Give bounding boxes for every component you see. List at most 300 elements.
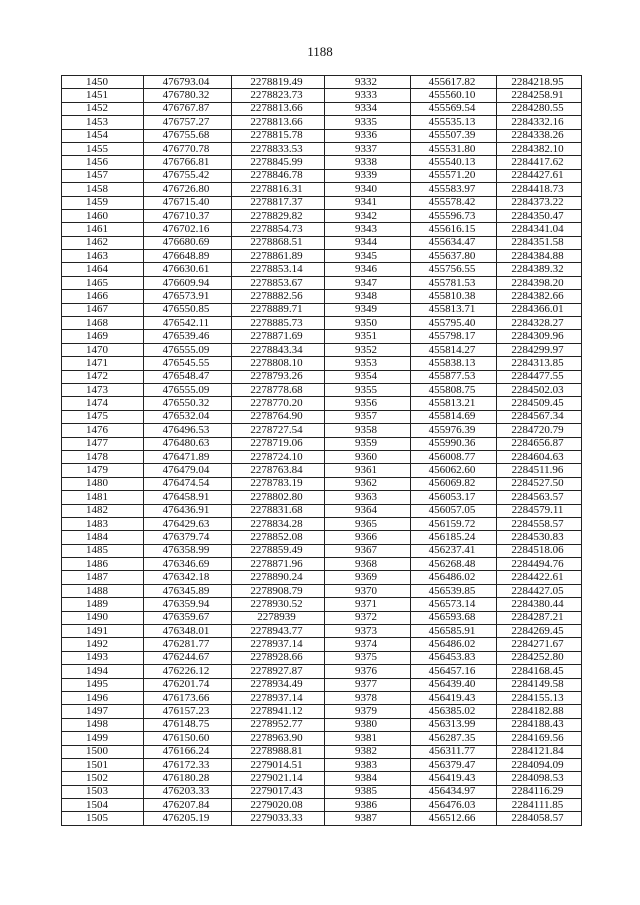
point-id-a-cell: 1451 [62, 89, 144, 102]
point-id-a-cell: 1462 [62, 236, 144, 249]
x-coord-b-cell: 456159.72 [411, 517, 497, 530]
point-id-b-cell: 9349 [325, 303, 411, 316]
x-coord-a-cell: 476770.78 [144, 142, 232, 155]
point-id-a-cell: 1485 [62, 544, 144, 557]
table-row [62, 89, 582, 102]
x-coord-a-cell: 476201.74 [144, 678, 232, 691]
x-coord-b-cell: 456313.99 [411, 718, 497, 731]
point-id-a-cell: 1497 [62, 705, 144, 718]
y-coord-a-cell: 2278719.06 [232, 437, 325, 450]
point-id-a-cell: 1456 [62, 156, 144, 169]
y-coord-a-cell: 2278908.79 [232, 584, 325, 597]
table-row [62, 665, 582, 678]
point-id-a-cell: 1486 [62, 558, 144, 571]
table-row [62, 76, 582, 89]
y-coord-b-cell: 2284182.88 [497, 705, 582, 718]
point-id-a-cell: 1473 [62, 383, 144, 396]
y-coord-a-cell: 2278988.81 [232, 745, 325, 758]
table-row [62, 544, 582, 557]
y-coord-a-cell: 2278808.10 [232, 357, 325, 370]
y-coord-b-cell: 2284121.84 [497, 745, 582, 758]
x-coord-b-cell: 456486.02 [411, 638, 497, 651]
x-coord-a-cell: 476609.94 [144, 276, 232, 289]
x-coord-b-cell: 455578.42 [411, 196, 497, 209]
y-coord-a-cell: 2278885.73 [232, 317, 325, 330]
table-row [62, 196, 582, 209]
point-id-b-cell: 9356 [325, 397, 411, 410]
point-id-a-cell: 1503 [62, 785, 144, 798]
y-coord-a-cell: 2278941.12 [232, 705, 325, 718]
y-coord-b-cell: 2284269.45 [497, 625, 582, 638]
x-coord-a-cell: 476766.81 [144, 156, 232, 169]
x-coord-b-cell: 455616.15 [411, 223, 497, 236]
point-id-b-cell: 9360 [325, 450, 411, 463]
y-coord-b-cell: 2284604.63 [497, 450, 582, 463]
point-id-b-cell: 9362 [325, 477, 411, 490]
table-row [62, 732, 582, 745]
y-coord-a-cell: 2279021.14 [232, 772, 325, 785]
x-coord-a-cell: 476148.75 [144, 718, 232, 731]
y-coord-b-cell: 2284398.20 [497, 276, 582, 289]
point-id-b-cell: 9333 [325, 89, 411, 102]
point-id-b-cell: 9350 [325, 317, 411, 330]
y-coord-b-cell: 2284287.21 [497, 611, 582, 624]
y-coord-a-cell: 2278823.73 [232, 89, 325, 102]
y-coord-a-cell: 2278770.20 [232, 397, 325, 410]
x-coord-a-cell: 476757.27 [144, 116, 232, 129]
point-id-a-cell: 1458 [62, 183, 144, 196]
y-coord-a-cell: 2278802.80 [232, 491, 325, 504]
y-coord-a-cell: 2278815.78 [232, 129, 325, 142]
point-id-b-cell: 9335 [325, 116, 411, 129]
point-id-a-cell: 1483 [62, 517, 144, 530]
point-id-a-cell: 1469 [62, 330, 144, 343]
point-id-b-cell: 9342 [325, 209, 411, 222]
y-coord-b-cell: 2284417.62 [497, 156, 582, 169]
x-coord-a-cell: 476166.24 [144, 745, 232, 758]
y-coord-b-cell: 2284351.58 [497, 236, 582, 249]
table-row [62, 625, 582, 638]
coordinate-table [61, 75, 582, 826]
table-row [62, 263, 582, 276]
y-coord-b-cell: 2284558.57 [497, 517, 582, 530]
x-coord-b-cell: 456512.66 [411, 812, 497, 825]
point-id-a-cell: 1450 [62, 76, 144, 89]
table-row [62, 491, 582, 504]
point-id-b-cell: 9344 [325, 236, 411, 249]
y-coord-b-cell: 2284309.96 [497, 330, 582, 343]
point-id-b-cell: 9364 [325, 504, 411, 517]
y-coord-b-cell: 2284098.53 [497, 772, 582, 785]
y-coord-a-cell: 2278871.96 [232, 558, 325, 571]
point-id-a-cell: 1484 [62, 531, 144, 544]
x-coord-b-cell: 456237.41 [411, 544, 497, 557]
x-coord-b-cell: 455990.36 [411, 437, 497, 450]
table-row [62, 584, 582, 597]
y-coord-b-cell: 2284258.91 [497, 89, 582, 102]
x-coord-a-cell: 476359.94 [144, 598, 232, 611]
point-id-a-cell: 1476 [62, 424, 144, 437]
x-coord-b-cell: 455814.27 [411, 343, 497, 356]
x-coord-b-cell: 455808.75 [411, 383, 497, 396]
y-coord-b-cell: 2284567.34 [497, 410, 582, 423]
point-id-b-cell: 9373 [325, 625, 411, 638]
x-coord-a-cell: 476205.19 [144, 812, 232, 825]
point-id-b-cell: 9387 [325, 812, 411, 825]
table-row [62, 102, 582, 115]
x-coord-b-cell: 455810.38 [411, 290, 497, 303]
point-id-a-cell: 1464 [62, 263, 144, 276]
y-coord-b-cell: 2284299.97 [497, 343, 582, 356]
table-row [62, 758, 582, 771]
y-coord-b-cell: 2284530.83 [497, 531, 582, 544]
point-id-a-cell: 1487 [62, 571, 144, 584]
y-coord-b-cell: 2284332.16 [497, 116, 582, 129]
x-coord-b-cell: 456573.14 [411, 598, 497, 611]
x-coord-a-cell: 476458.91 [144, 491, 232, 504]
y-coord-a-cell: 2278937.14 [232, 638, 325, 651]
table-row [62, 651, 582, 664]
point-id-a-cell: 1468 [62, 317, 144, 330]
point-id-a-cell: 1460 [62, 209, 144, 222]
point-id-a-cell: 1482 [62, 504, 144, 517]
x-coord-a-cell: 476793.04 [144, 76, 232, 89]
point-id-a-cell: 1498 [62, 718, 144, 731]
x-coord-a-cell: 476680.69 [144, 236, 232, 249]
y-coord-a-cell: 2279017.43 [232, 785, 325, 798]
x-coord-b-cell: 455507.39 [411, 129, 497, 142]
y-coord-a-cell: 2279020.08 [232, 799, 325, 812]
y-coord-b-cell: 2284380.44 [497, 598, 582, 611]
y-coord-a-cell: 2278778.68 [232, 383, 325, 396]
point-id-a-cell: 1496 [62, 691, 144, 704]
x-coord-b-cell: 455798.17 [411, 330, 497, 343]
point-id-b-cell: 9354 [325, 370, 411, 383]
y-coord-b-cell: 2284218.95 [497, 76, 582, 89]
x-coord-b-cell: 456539.85 [411, 584, 497, 597]
y-coord-a-cell: 2278854.73 [232, 223, 325, 236]
x-coord-b-cell: 455781.53 [411, 276, 497, 289]
point-id-b-cell: 9345 [325, 250, 411, 263]
y-coord-b-cell: 2284116.29 [497, 785, 582, 798]
point-id-a-cell: 1470 [62, 343, 144, 356]
point-id-b-cell: 9336 [325, 129, 411, 142]
table-row [62, 450, 582, 463]
y-coord-a-cell: 2279033.33 [232, 812, 325, 825]
y-coord-a-cell: 2278843.34 [232, 343, 325, 356]
table-row [62, 129, 582, 142]
x-coord-b-cell: 456453.83 [411, 651, 497, 664]
y-coord-b-cell: 2284169.56 [497, 732, 582, 745]
x-coord-b-cell: 455535.13 [411, 116, 497, 129]
table-row [62, 558, 582, 571]
table-row [62, 772, 582, 785]
x-coord-a-cell: 476173.66 [144, 691, 232, 704]
x-coord-a-cell: 476550.85 [144, 303, 232, 316]
x-coord-a-cell: 476207.84 [144, 799, 232, 812]
y-coord-a-cell: 2278819.49 [232, 76, 325, 89]
x-coord-b-cell: 456311.77 [411, 745, 497, 758]
point-id-b-cell: 9370 [325, 584, 411, 597]
point-id-b-cell: 9338 [325, 156, 411, 169]
y-coord-a-cell: 2278930.52 [232, 598, 325, 611]
point-id-b-cell: 9355 [325, 383, 411, 396]
y-coord-a-cell: 2278861.89 [232, 250, 325, 263]
x-coord-b-cell: 455596.73 [411, 209, 497, 222]
y-coord-b-cell: 2284384.88 [497, 250, 582, 263]
point-id-a-cell: 1493 [62, 651, 144, 664]
x-coord-a-cell: 476157.23 [144, 705, 232, 718]
point-id-b-cell: 9361 [325, 464, 411, 477]
x-coord-b-cell: 456419.43 [411, 772, 497, 785]
y-coord-b-cell: 2284168.45 [497, 665, 582, 678]
point-id-a-cell: 1455 [62, 142, 144, 155]
x-coord-a-cell: 476203.33 [144, 785, 232, 798]
point-id-a-cell: 1466 [62, 290, 144, 303]
x-coord-a-cell: 476767.87 [144, 102, 232, 115]
y-coord-b-cell: 2284527.50 [497, 477, 582, 490]
y-coord-a-cell: 2278831.68 [232, 504, 325, 517]
y-coord-b-cell: 2284271.67 [497, 638, 582, 651]
point-id-a-cell: 1489 [62, 598, 144, 611]
point-id-a-cell: 1465 [62, 276, 144, 289]
point-id-b-cell: 9340 [325, 183, 411, 196]
y-coord-a-cell: 2278952.77 [232, 718, 325, 731]
table-row [62, 397, 582, 410]
x-coord-b-cell: 456287.35 [411, 732, 497, 745]
point-id-b-cell: 9348 [325, 290, 411, 303]
point-id-b-cell: 9375 [325, 651, 411, 664]
x-coord-a-cell: 476471.89 [144, 450, 232, 463]
point-id-a-cell: 1488 [62, 584, 144, 597]
x-coord-b-cell: 455531.80 [411, 142, 497, 155]
y-coord-a-cell: 2278853.14 [232, 263, 325, 276]
y-coord-a-cell: 2278763.84 [232, 464, 325, 477]
point-id-b-cell: 9363 [325, 491, 411, 504]
table-row [62, 209, 582, 222]
point-id-a-cell: 1481 [62, 491, 144, 504]
x-coord-b-cell: 456053.17 [411, 491, 497, 504]
point-id-b-cell: 9368 [325, 558, 411, 571]
x-coord-b-cell: 456057.05 [411, 504, 497, 517]
y-coord-a-cell: 2278927.87 [232, 665, 325, 678]
point-id-a-cell: 1463 [62, 250, 144, 263]
point-id-a-cell: 1492 [62, 638, 144, 651]
x-coord-a-cell: 476281.77 [144, 638, 232, 651]
x-coord-a-cell: 476755.42 [144, 169, 232, 182]
x-coord-a-cell: 476545.55 [144, 357, 232, 370]
point-id-a-cell: 1479 [62, 464, 144, 477]
y-coord-b-cell: 2284656.87 [497, 437, 582, 450]
table-row [62, 183, 582, 196]
point-id-b-cell: 9376 [325, 665, 411, 678]
table-row [62, 477, 582, 490]
y-coord-b-cell: 2284720.79 [497, 424, 582, 437]
x-coord-a-cell: 476715.40 [144, 196, 232, 209]
point-id-a-cell: 1478 [62, 450, 144, 463]
x-coord-b-cell: 456457.16 [411, 665, 497, 678]
y-coord-b-cell: 2284366.01 [497, 303, 582, 316]
x-coord-a-cell: 476474.54 [144, 477, 232, 490]
y-coord-a-cell: 2278853.67 [232, 276, 325, 289]
x-coord-b-cell: 455617.82 [411, 76, 497, 89]
table-row [62, 169, 582, 182]
y-coord-b-cell: 2284427.61 [497, 169, 582, 182]
y-coord-b-cell: 2284511.96 [497, 464, 582, 477]
point-id-b-cell: 9381 [325, 732, 411, 745]
x-coord-a-cell: 476346.69 [144, 558, 232, 571]
x-coord-a-cell: 476496.53 [144, 424, 232, 437]
point-id-b-cell: 9365 [325, 517, 411, 530]
table-row [62, 223, 582, 236]
y-coord-a-cell: 2278793.26 [232, 370, 325, 383]
point-id-b-cell: 9382 [325, 745, 411, 758]
table-row [62, 250, 582, 263]
y-coord-a-cell: 2278890.24 [232, 571, 325, 584]
x-coord-b-cell: 456379.47 [411, 758, 497, 771]
y-coord-b-cell: 2284341.04 [497, 223, 582, 236]
point-id-a-cell: 1490 [62, 611, 144, 624]
table-row [62, 116, 582, 129]
table-row [62, 317, 582, 330]
point-id-a-cell: 1480 [62, 477, 144, 490]
point-id-a-cell: 1461 [62, 223, 144, 236]
x-coord-a-cell: 476244.67 [144, 651, 232, 664]
table-row [62, 276, 582, 289]
point-id-b-cell: 9352 [325, 343, 411, 356]
point-id-a-cell: 1459 [62, 196, 144, 209]
x-coord-b-cell: 455838.13 [411, 357, 497, 370]
point-id-a-cell: 1499 [62, 732, 144, 745]
y-coord-b-cell: 2284382.10 [497, 142, 582, 155]
y-coord-a-cell: 2278928.66 [232, 651, 325, 664]
y-coord-a-cell: 2278833.53 [232, 142, 325, 155]
x-coord-b-cell: 456268.48 [411, 558, 497, 571]
x-coord-b-cell: 456062.60 [411, 464, 497, 477]
table-row [62, 357, 582, 370]
x-coord-b-cell: 455569.54 [411, 102, 497, 115]
x-coord-b-cell: 456439.40 [411, 678, 497, 691]
point-id-b-cell: 9343 [325, 223, 411, 236]
x-coord-a-cell: 476150.60 [144, 732, 232, 745]
x-coord-a-cell: 476755.68 [144, 129, 232, 142]
y-coord-b-cell: 2284579.11 [497, 504, 582, 517]
y-coord-a-cell: 2278882.56 [232, 290, 325, 303]
x-coord-a-cell: 476550.32 [144, 397, 232, 410]
point-id-b-cell: 9377 [325, 678, 411, 691]
x-coord-b-cell: 456385.02 [411, 705, 497, 718]
point-id-b-cell: 9367 [325, 544, 411, 557]
x-coord-a-cell: 476342.18 [144, 571, 232, 584]
table-row [62, 638, 582, 651]
point-id-a-cell: 1477 [62, 437, 144, 450]
point-id-a-cell: 1472 [62, 370, 144, 383]
table-row [62, 383, 582, 396]
table-row [62, 598, 582, 611]
y-coord-b-cell: 2284494.76 [497, 558, 582, 571]
point-id-a-cell: 1467 [62, 303, 144, 316]
y-coord-a-cell: 2278724.10 [232, 450, 325, 463]
table-row [62, 517, 582, 530]
table-row [62, 785, 582, 798]
x-coord-b-cell: 456185.24 [411, 531, 497, 544]
y-coord-a-cell: 2278963.90 [232, 732, 325, 745]
x-coord-b-cell: 456585.91 [411, 625, 497, 638]
point-id-b-cell: 9384 [325, 772, 411, 785]
x-coord-b-cell: 455976.39 [411, 424, 497, 437]
x-coord-a-cell: 476542.11 [144, 317, 232, 330]
point-id-a-cell: 1491 [62, 625, 144, 638]
point-id-b-cell: 9339 [325, 169, 411, 182]
x-coord-b-cell: 455637.80 [411, 250, 497, 263]
point-id-b-cell: 9378 [325, 691, 411, 704]
x-coord-a-cell: 476345.89 [144, 584, 232, 597]
point-id-b-cell: 9357 [325, 410, 411, 423]
x-coord-a-cell: 476780.32 [144, 89, 232, 102]
point-id-a-cell: 1457 [62, 169, 144, 182]
point-id-a-cell: 1504 [62, 799, 144, 812]
point-id-b-cell: 9337 [325, 142, 411, 155]
y-coord-b-cell: 2284280.55 [497, 102, 582, 115]
x-coord-b-cell: 456419.43 [411, 691, 497, 704]
point-id-b-cell: 9372 [325, 611, 411, 624]
table-row [62, 745, 582, 758]
y-coord-a-cell: 2278834.28 [232, 517, 325, 530]
table-row [62, 156, 582, 169]
x-coord-a-cell: 476539.46 [144, 330, 232, 343]
point-id-b-cell: 9374 [325, 638, 411, 651]
y-coord-b-cell: 2284373.22 [497, 196, 582, 209]
y-coord-a-cell: 2278845.99 [232, 156, 325, 169]
x-coord-b-cell: 455877.53 [411, 370, 497, 383]
table-row [62, 611, 582, 624]
point-id-b-cell: 9383 [325, 758, 411, 771]
x-coord-b-cell: 455540.13 [411, 156, 497, 169]
point-id-a-cell: 1452 [62, 102, 144, 115]
x-coord-a-cell: 476710.37 [144, 209, 232, 222]
table-row [62, 571, 582, 584]
x-coord-a-cell: 476555.09 [144, 383, 232, 396]
x-coord-a-cell: 476726.80 [144, 183, 232, 196]
x-coord-a-cell: 476573.91 [144, 290, 232, 303]
y-coord-b-cell: 2284382.66 [497, 290, 582, 303]
y-coord-b-cell: 2284111.85 [497, 799, 582, 812]
point-id-a-cell: 1495 [62, 678, 144, 691]
x-coord-b-cell: 456008.77 [411, 450, 497, 463]
y-coord-b-cell: 2284094.09 [497, 758, 582, 771]
table-row [62, 705, 582, 718]
x-coord-a-cell: 476548.47 [144, 370, 232, 383]
point-id-b-cell: 9366 [325, 531, 411, 544]
x-coord-b-cell: 456593.68 [411, 611, 497, 624]
x-coord-a-cell: 476702.16 [144, 223, 232, 236]
x-coord-b-cell: 455813.21 [411, 397, 497, 410]
y-coord-b-cell: 2284188.43 [497, 718, 582, 731]
point-id-a-cell: 1505 [62, 812, 144, 825]
point-id-a-cell: 1500 [62, 745, 144, 758]
table-row [62, 370, 582, 383]
x-coord-b-cell: 456069.82 [411, 477, 497, 490]
table-row [62, 504, 582, 517]
x-coord-a-cell: 476359.67 [144, 611, 232, 624]
x-coord-a-cell: 476555.09 [144, 343, 232, 356]
table-row [62, 330, 582, 343]
y-coord-b-cell: 2284502.03 [497, 383, 582, 396]
point-id-a-cell: 1494 [62, 665, 144, 678]
x-coord-a-cell: 476358.99 [144, 544, 232, 557]
y-coord-b-cell: 2284509.45 [497, 397, 582, 410]
table-row [62, 437, 582, 450]
